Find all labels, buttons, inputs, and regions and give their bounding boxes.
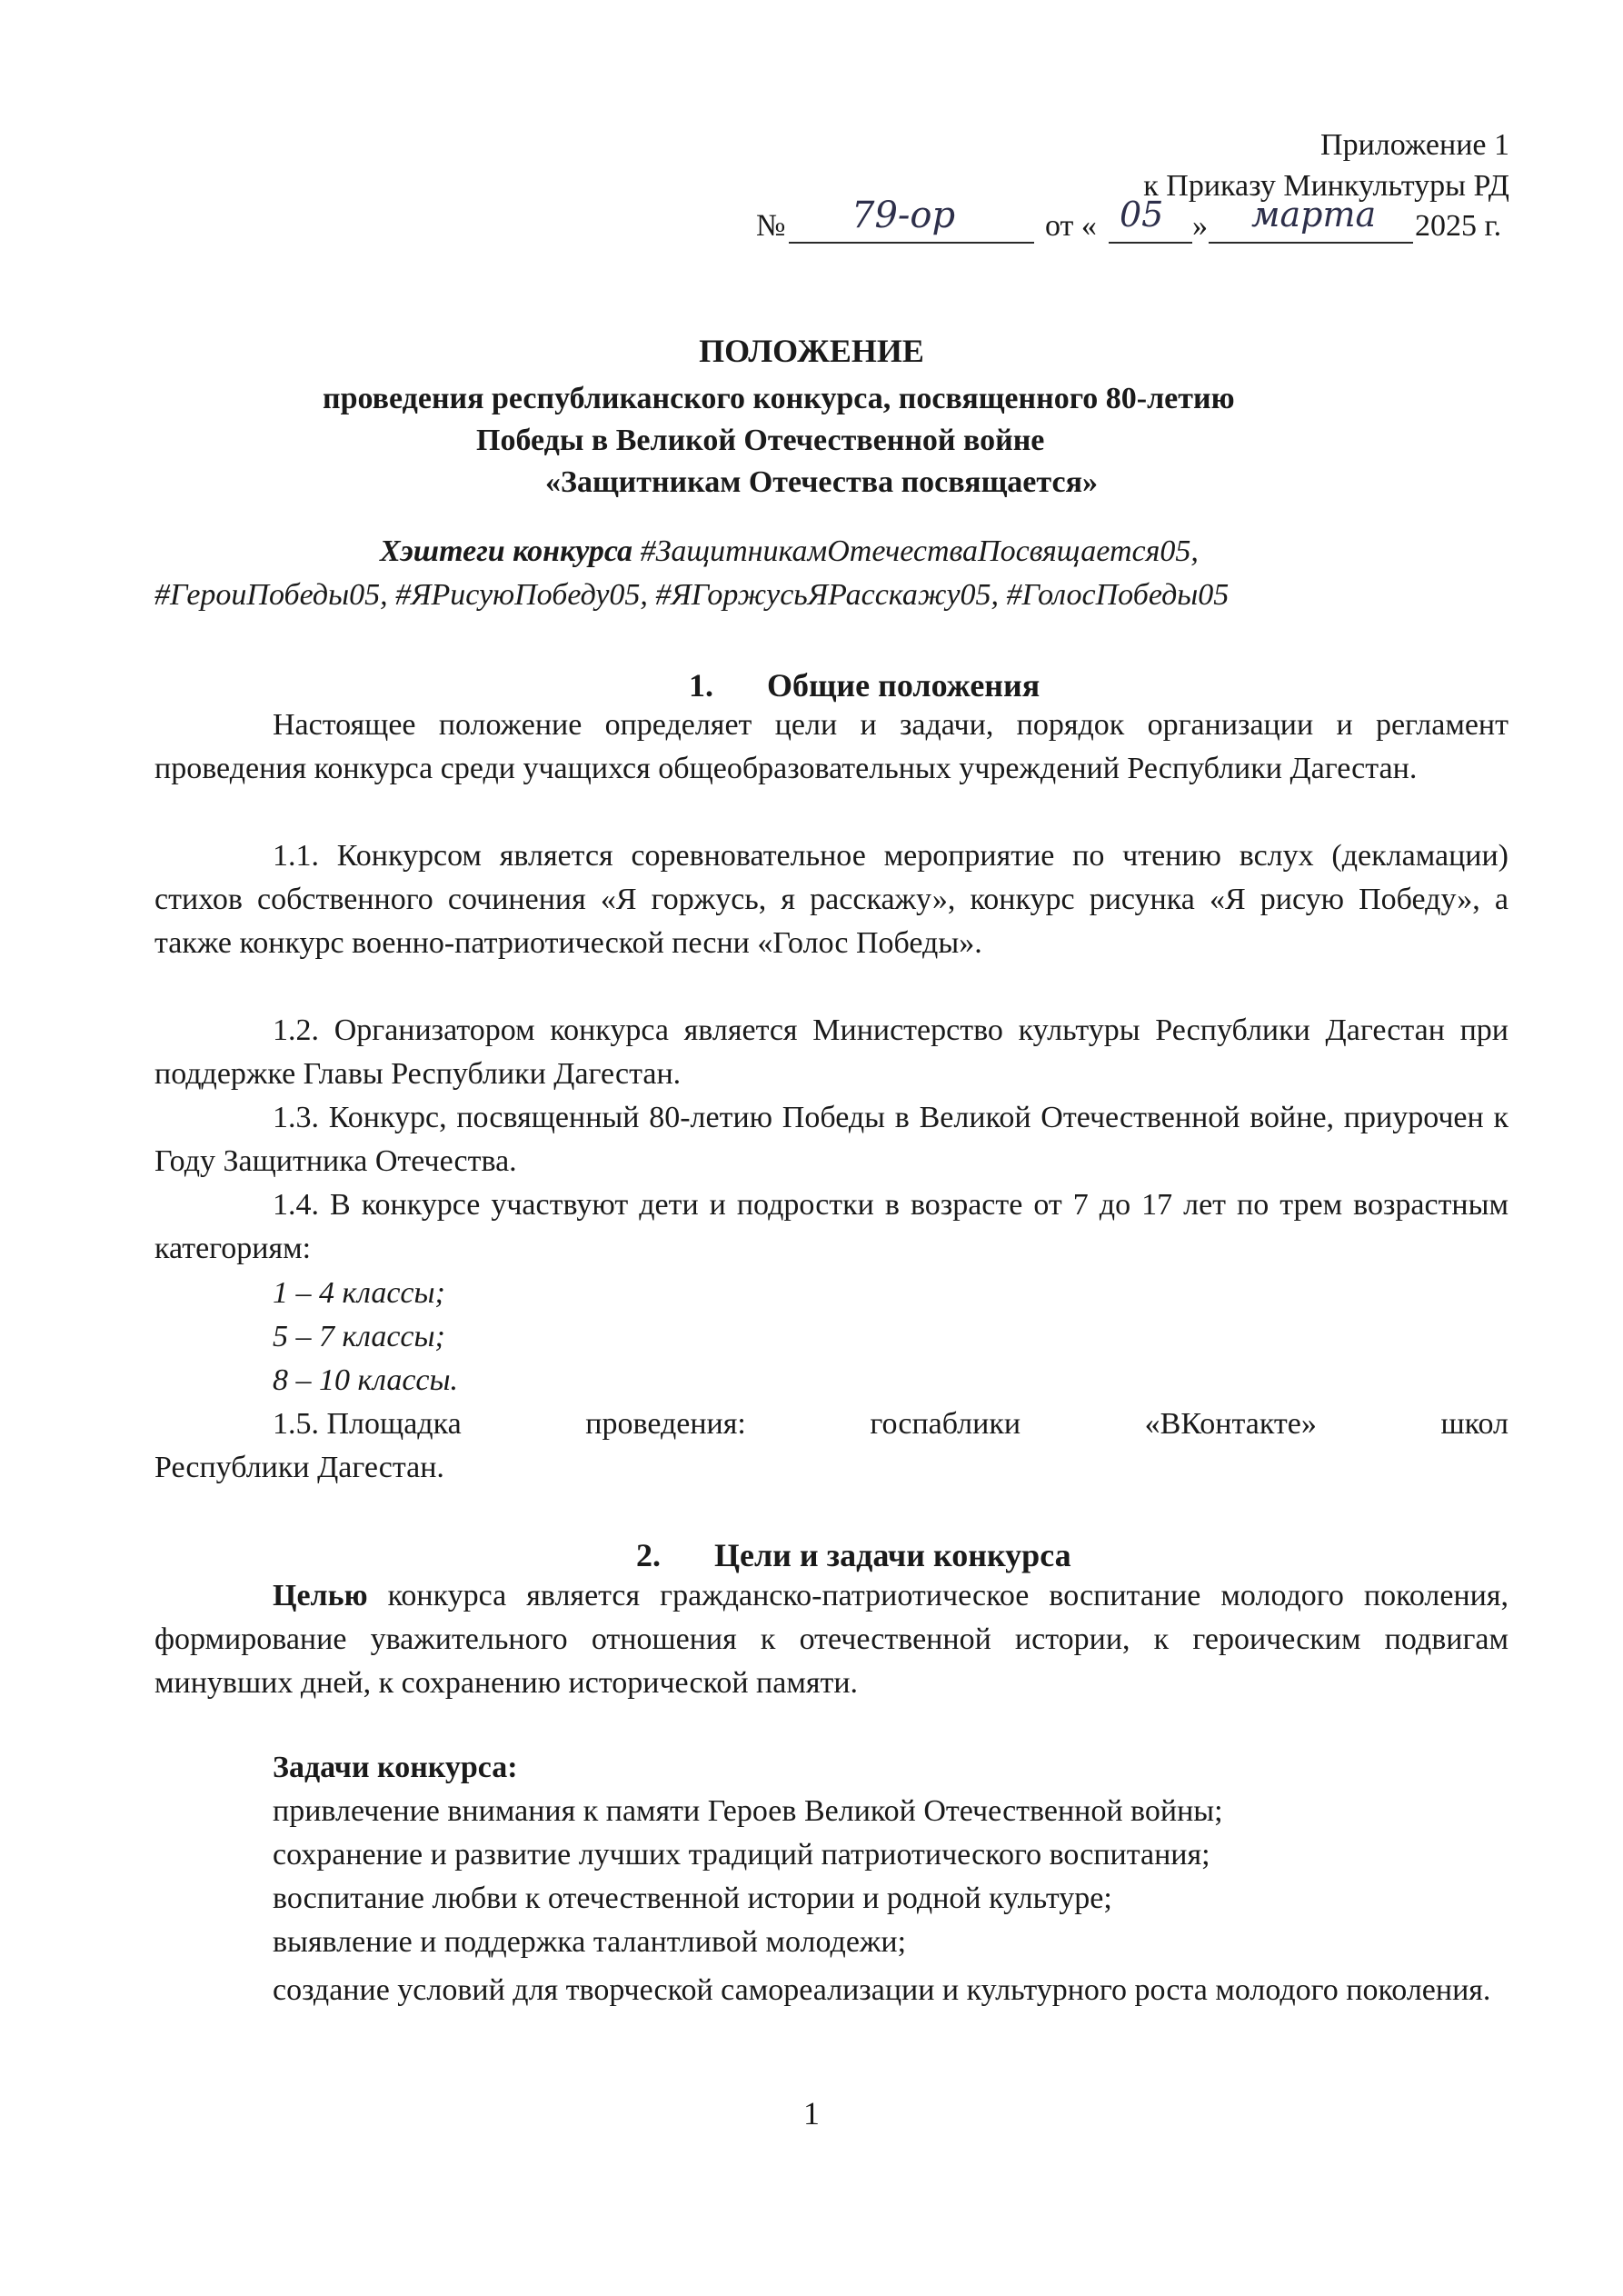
paragraph-1-2: 1.2. Организатором конкурса является Министерство культуры Республики Дагестан при поддержке Главы Республики Дагестан. [154, 1013, 1508, 1091]
paragraph-1-5-line-1 [273, 1407, 1508, 1442]
year-label: 2025 г. [1415, 209, 1502, 243]
task-item: воспитание любви к отечественной истории и родной культуре; [273, 1882, 1112, 1915]
goal-text: конкурса является гражданско-патриотическое воспитание молодого поколения, формирование уважительного отношения к отечественной истории, к героическим подвигам минувших дней, к сохранению исторической памяти. [154, 1579, 1508, 1700]
section-1-heading [689, 666, 1040, 704]
p15-word-3: госпаблики [870, 1407, 1021, 1441]
paragraph-1-5-line-2: Республики Дагестан. [154, 1451, 444, 1484]
hashtags-first: #ЗащитникамОтечестваПосвящается05, [640, 534, 1199, 568]
handwritten-month: марта [1251, 195, 1377, 235]
goal-label: Целью [273, 1579, 368, 1612]
page-number: 1 [803, 2095, 820, 2131]
number-sign: № [756, 209, 786, 243]
number-underline [789, 242, 1034, 244]
section-1-number: 1. [689, 667, 713, 704]
from-label: от « [1045, 209, 1097, 243]
title-line-3: «Защитникам Отечества посвящается» [545, 465, 1098, 499]
p15-word-5: школ [1440, 1407, 1508, 1441]
task-item: привлечение внимания к памяти Героев Великой Отечественной войны; [273, 1794, 1223, 1828]
goal-paragraph [154, 1574, 1508, 1705]
title-line-2: Победы в Великой Отечественной войне [476, 424, 1045, 457]
document-title: ПОЛОЖЕНИЕ [699, 333, 924, 369]
appendix-label: Приложение 1 [1320, 128, 1509, 162]
order-reference: к Приказу Минкультуры РД [1143, 169, 1509, 203]
p15-word-1: 1.5. Площадка [273, 1407, 462, 1441]
section-2-number: 2. [636, 1537, 661, 1573]
paragraph-1-1: 1.1. Конкурсом является соревновательное мероприятие по чтению вслух (декламации) стихов собственного сочинения «Я горжусь, я расскажу», конкурс рисунка «Я рисую Победу», а также конкурс военно-патриотической песни «Голос Победы». [154, 839, 1508, 960]
paragraph-1-4: 1.4. В конкурсе участвуют дети и подростки в возрасте от 7 до 17 лет по трем возрастным категориям: [154, 1188, 1508, 1265]
category-3: 8 – 10 классы. [273, 1363, 459, 1397]
paragraph-1-3: 1.3. Конкурс, посвященный 80-летию Победы в Великой Отечественной войне, приурочен к Году Защитника Отечества. [154, 1101, 1508, 1178]
hashtags-line-2: #ГероиПобеды05, #ЯРисуюПобеду05, #ЯГоржусьЯРасскажу05, #ГолосПобеды05 [154, 578, 1230, 612]
day-underline [1109, 242, 1192, 244]
task-item-last: создание условий для творческой самореализации и культурного роста молодого поколения. [273, 1973, 1491, 2007]
section-1-title: Общие положения [767, 667, 1041, 704]
month-underline [1209, 242, 1413, 244]
handwritten-day: 05 [1120, 195, 1164, 235]
category-1: 1 – 4 классы; [273, 1276, 445, 1310]
hashtags-line-1 [380, 534, 1199, 569]
title-line-1: проведения республиканского конкурса, посвященного 80-летию [323, 382, 1235, 415]
handwritten-order-number: 79-ор [851, 195, 956, 236]
category-2: 5 – 7 классы; [273, 1320, 445, 1353]
order-number-line [756, 195, 1510, 245]
p15-word-2: проведения: [585, 1407, 746, 1441]
close-quote: » [1192, 209, 1208, 243]
task-item: сохранение и развитие лучших традиций патриотического воспитания; [273, 1838, 1210, 1872]
task-item: выявление и поддержка талантливой молодежи; [273, 1925, 907, 1959]
hashtags-label: Хэштеги конкурса [380, 534, 633, 568]
section-2-title: Цели и задачи конкурса [714, 1537, 1071, 1573]
section-2-heading [636, 1536, 1071, 1574]
p15-word-4: «ВКонтакте» [1144, 1407, 1317, 1441]
tasks-heading: Задачи конкурса: [273, 1751, 518, 1784]
section-1-intro: Настоящее положение определяет цели и задачи, порядок организации и регламент проведения конкурса среди учащихся общеобразовательных учреждений Республики Дагестан. [154, 708, 1508, 785]
